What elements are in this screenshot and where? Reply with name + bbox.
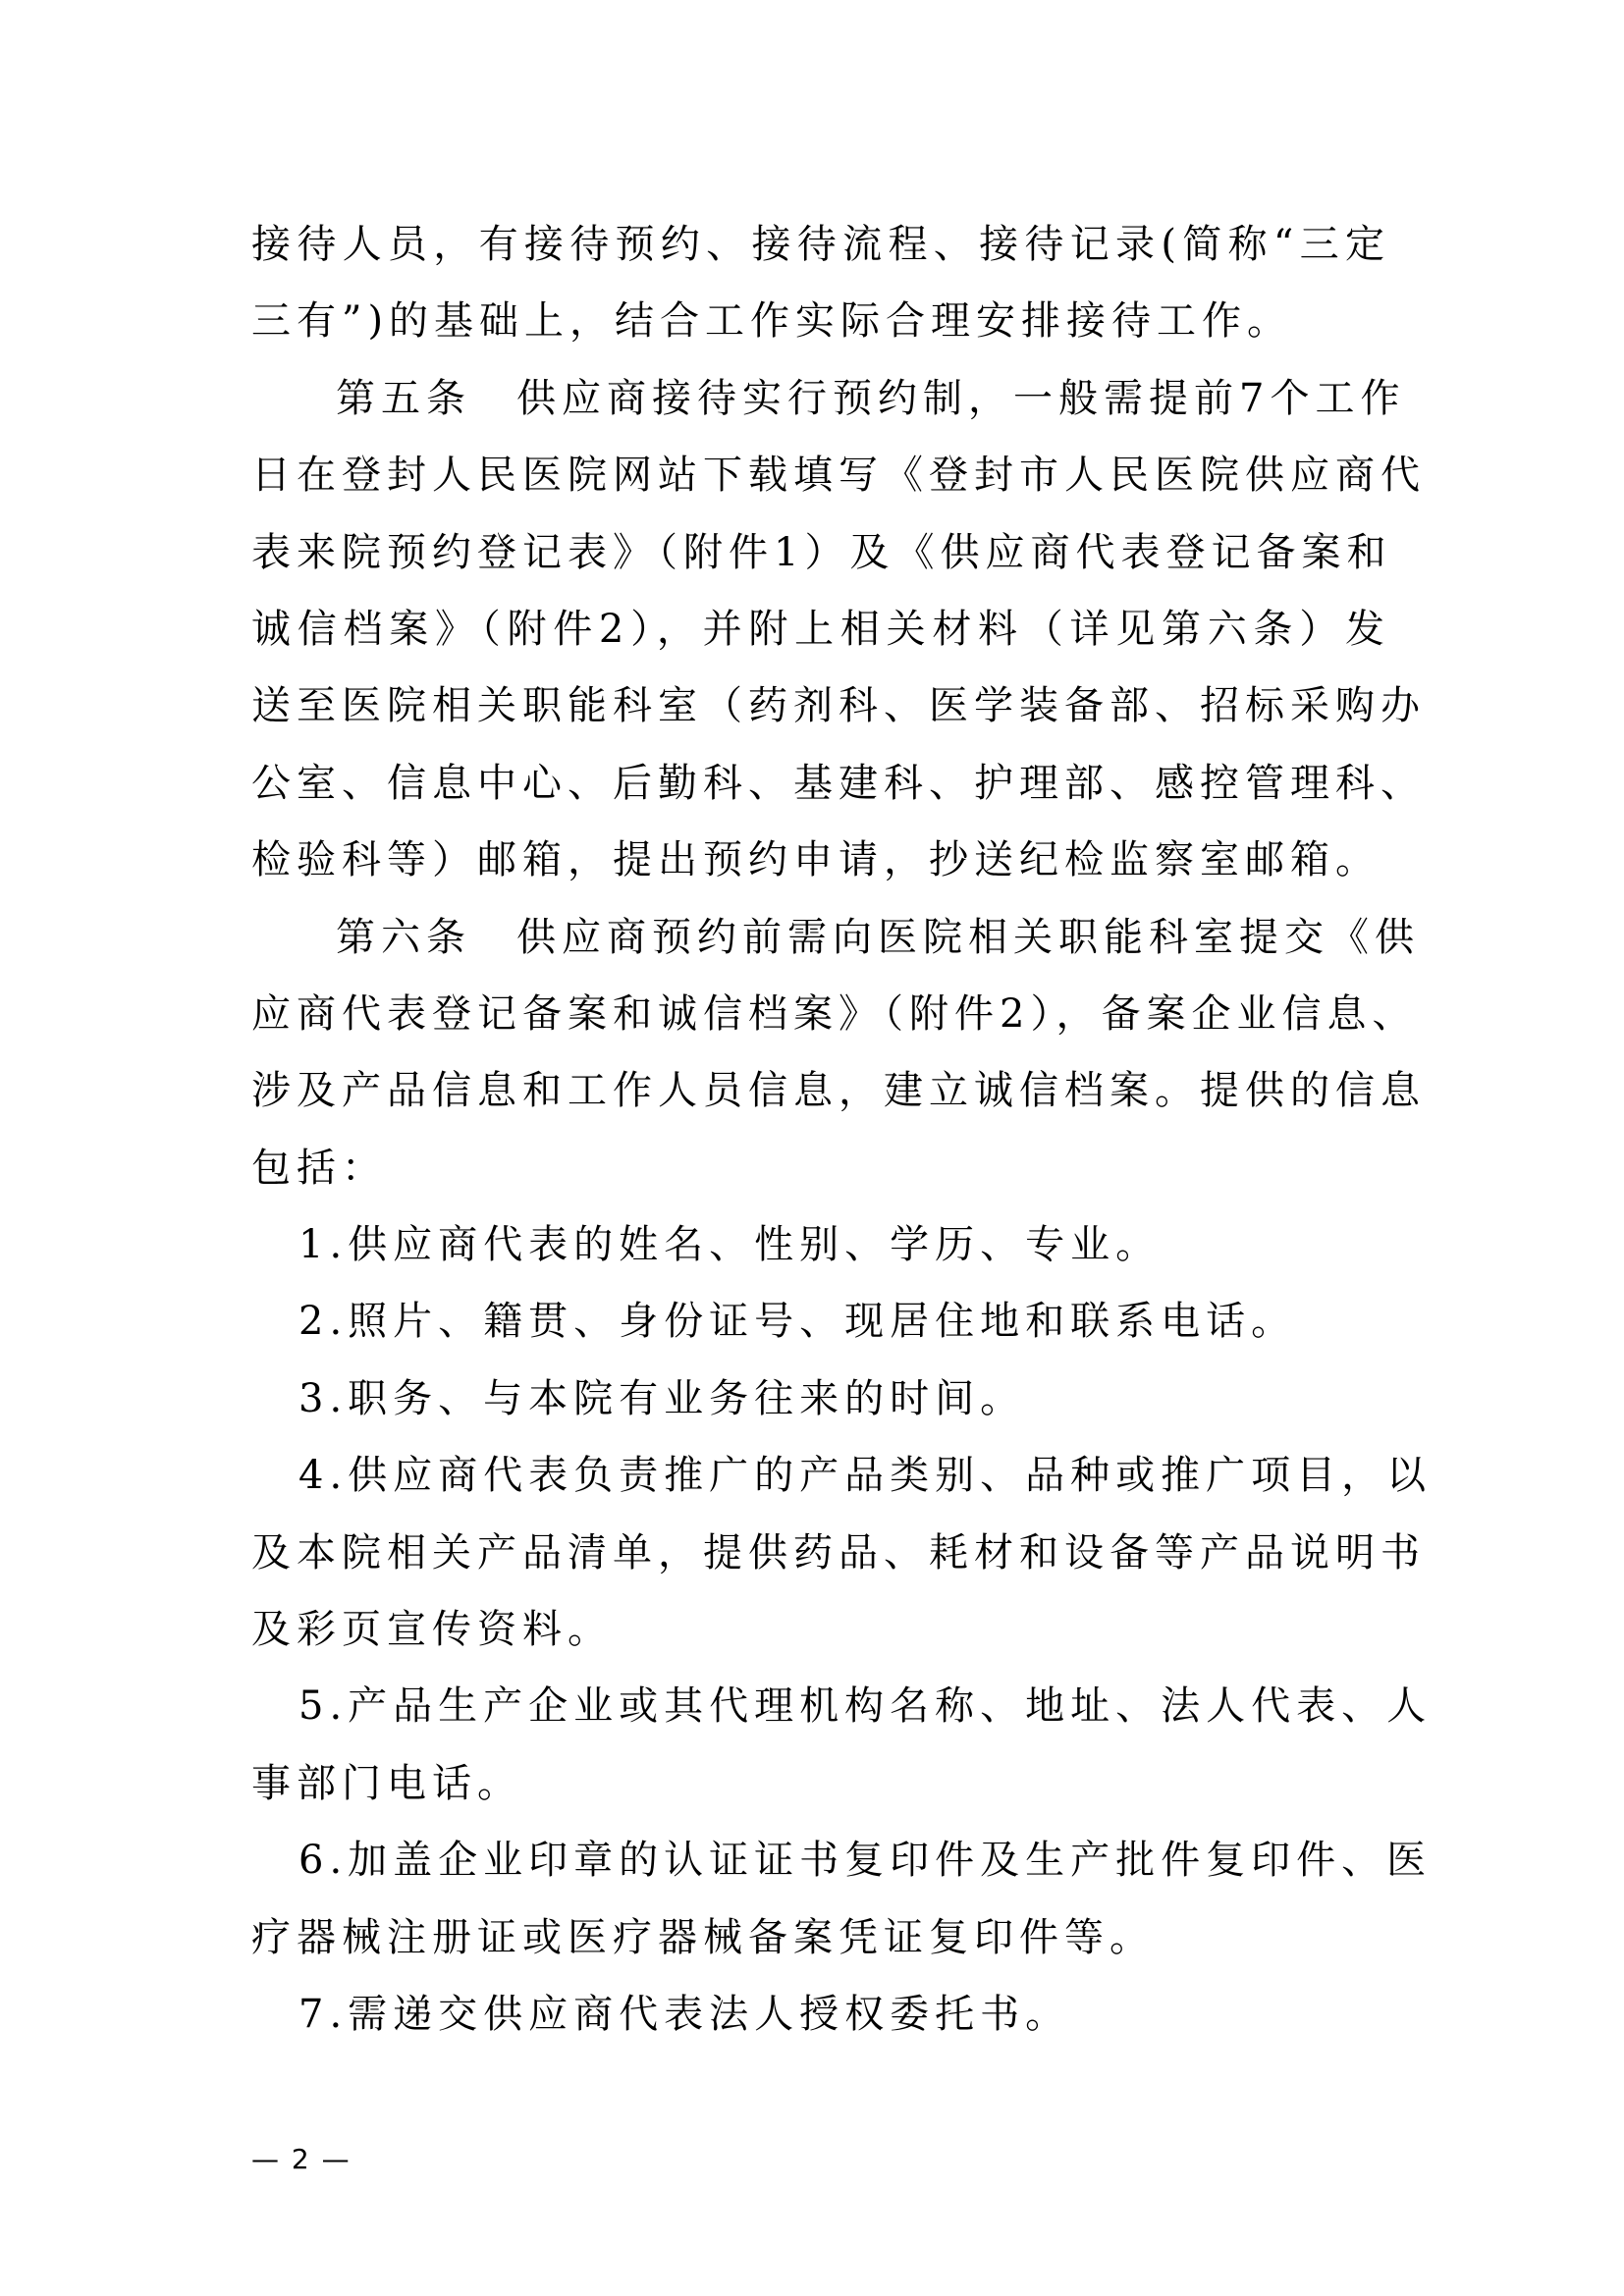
list-item-7: 7.需递交供应商代表法人授权委托书。: [298, 1991, 1071, 2037]
list-item-5: 事部门电话。: [251, 1760, 522, 1806]
page-number: — 2 —: [251, 2143, 352, 2175]
article-6-line: 第六条 供应商预约前需向医院相关职能科室提交《供: [336, 914, 1420, 960]
list-item-4: 及彩页宣传资料。: [251, 1607, 613, 1653]
article-5-line: 表来院预约登记表》（附件1）及《供应商代表登记备案和: [251, 529, 1392, 575]
article-5-line: 第五条 供应商接待实行预约制，一般需提前7个工作: [336, 375, 1406, 421]
list-item-1: 1.供应商代表的姓名、性别、学历、专业。: [298, 1222, 1162, 1268]
list-item-2: 2.照片、籍贯、身份证号、现居住地和联系电话。: [298, 1299, 1297, 1345]
body-line: 三有”)的基础上，结合工作实际合理安排接待工作。: [251, 298, 1293, 345]
article-5-line: 检验科等）邮箱，提出预约申请，抄送纪检监察室邮箱。: [251, 837, 1380, 883]
list-item-6: 6.加盖企业印章的认证证书复印件及生产批件复印件、医: [298, 1838, 1433, 1884]
list-item-4: 4.供应商代表负责推广的产品类别、品种或推广项目，以: [298, 1453, 1433, 1499]
article-5-line: 诚信档案》（附件2），并附上相关材料（详见第六条）发: [251, 606, 1390, 652]
article-5-line: 送至医院相关职能科室（药剂科、医学装备部、招标采购办: [251, 683, 1426, 729]
body-line: 接待人员，有接待预约、接待流程、接待记录(简称“三定: [251, 222, 1390, 267]
list-item-6: 疗器械注册证或医疗器械备案凭证复印件等。: [251, 1914, 1155, 1960]
article-5-line: 日在登封人民医院网站下载填写《登封市人民医院供应商代: [251, 453, 1426, 499]
article-6-line: 包括：: [251, 1145, 387, 1191]
list-item-4: 及本院相关产品清单，提供药品、耗材和设备等产品说明书: [251, 1529, 1426, 1575]
document-body: [251, 206, 1433, 2053]
article-6-line: 应商代表登记备案和诚信档案》（附件2），备案企业信息、: [251, 990, 1418, 1037]
article-5-line: 公室、信息中心、后勤科、基建科、护理部、感控管理科、: [251, 760, 1426, 806]
article-6-line: 涉及产品信息和工作人员信息，建立诚信档案。提供的信息: [251, 1068, 1426, 1114]
list-item-5: 5.产品生产企业或其代理机构名称、地址、法人代表、人: [298, 1683, 1433, 1730]
list-item-3: 3.职务、与本院有业务往来的时间。: [298, 1375, 1026, 1421]
